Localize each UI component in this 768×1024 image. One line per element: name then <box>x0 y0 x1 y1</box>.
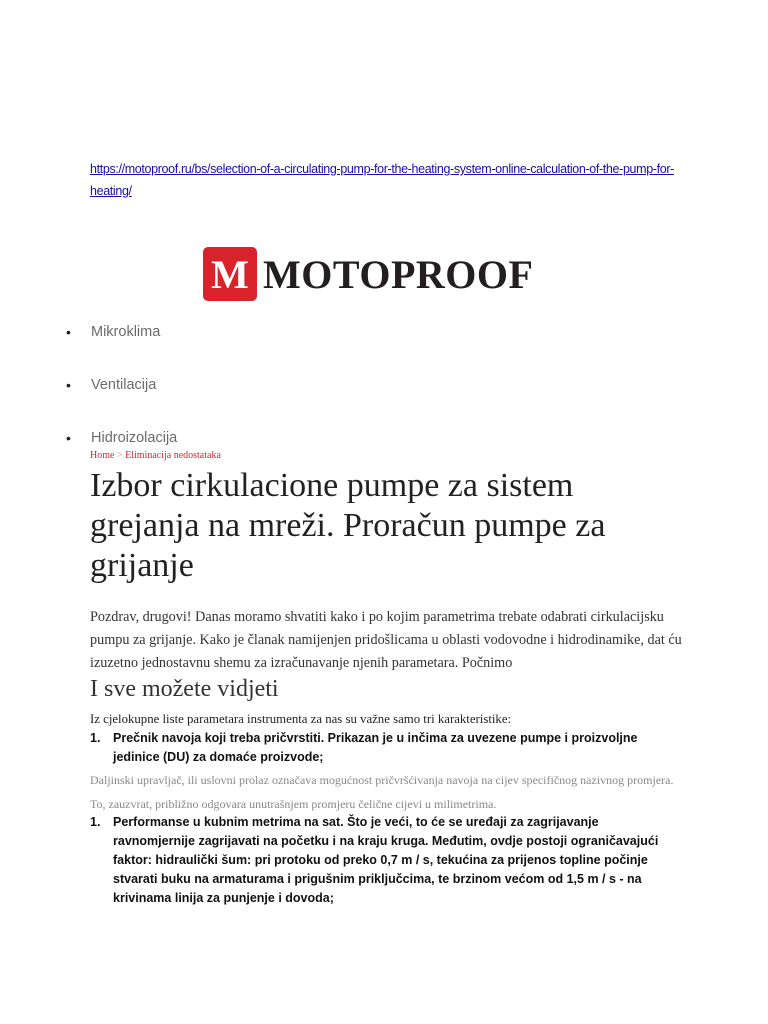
list-item-text: Prečnik navoja koji treba pričvrstiti. Prikazan je u inčima za uvezene pumpe i proizvoljne jedinice (DU) za domaće proizvode; <box>113 731 638 764</box>
millimeters-link[interactable]: milimetrima <box>434 797 494 811</box>
breadcrumb-home[interactable]: Home <box>90 450 115 461</box>
intro-paragraph: Pozdrav, drugovi! Danas moramo shvatiti kako i po kojim parametrima trebate odabrati cirkulacijsku pumpu za grijanje. Kako je članak namijenjen pridošlicama u oblasti vodovodne i hidrodinamike, dat ću izuzetno jednostavnu shemu za izračunavanje njenih parametara. Počnimo <box>90 609 682 671</box>
source-url-link[interactable]: https://motoproof.ru/bs/selection-of-a-circulating-pump-for-the-heating-system-online-calculation-of-the-pump-for-heating/ <box>90 162 674 198</box>
lead-text: Iz cjelokupne liste parametara instrumenta za nas su važne samo tri karakteristike: <box>90 712 512 726</box>
note-period: . <box>493 797 497 811</box>
note-text: To, zauzvrat, približno odgovara unutrašnjem promjeru čelične cijevi u <box>90 797 435 811</box>
nav-item-hidroizolacija[interactable]: • Hidroizolacija <box>66 430 177 446</box>
page-title: Izbor cirkulacione pumpe za sistem grejanja na mreži. Proračun pumpe za grijanje <box>90 467 606 584</box>
list-number: 1. <box>90 815 101 829</box>
note-diameter <box>90 797 496 812</box>
logo-text: MOTOPROOF <box>263 251 534 297</box>
list-number: 1. <box>90 731 101 745</box>
list-item-text: Performanse u kubnim metrima na sat. Što je veći, to će se uređaji za zagrijavanje ravnomjernije zagrijavati na početku i na kraju kruga. Međutim, ovdje postoji ograničavajući faktor: hidraulički šum: pri protoku od preko 0,7 m / s, tekućina za prijenos topline počinje stvarati buku na armaturama i prigušnim priključcima, te brzinom većom od 1,5 m / s - na krivinama linija za punjenje i dovoda; <box>113 815 659 905</box>
logo-mark: M <box>203 247 257 301</box>
motoproof-logo <box>203 245 533 303</box>
subheading: I sve možete vidjeti <box>90 676 279 702</box>
nav-item-mikroklima[interactable]: • Mikroklima <box>66 324 160 340</box>
breadcrumb-separator: > <box>116 450 123 461</box>
breadcrumb <box>90 450 221 461</box>
nav-item-ventilacija[interactable]: • Ventilacija <box>66 377 156 393</box>
list-item-diameter <box>90 729 670 767</box>
note-remote: Daljinski upravljač, ili uslovni prolaz označava mogućnost pričvršćivanja navoja na cijev specifičnog nazivnog promjera. <box>90 773 674 787</box>
list-item-performance <box>90 813 670 908</box>
breadcrumb-current[interactable]: Eliminacija nedostataka <box>125 450 221 461</box>
